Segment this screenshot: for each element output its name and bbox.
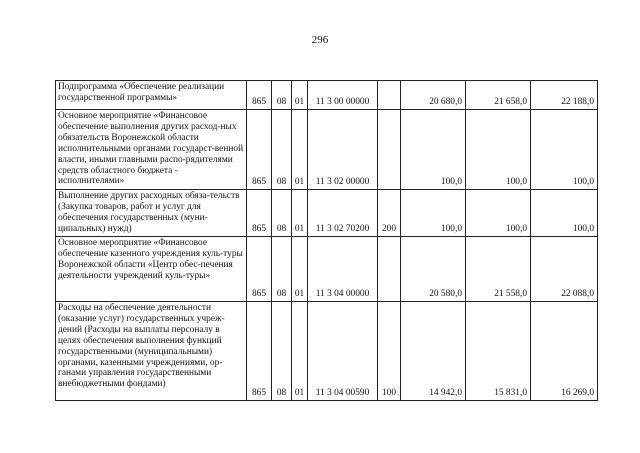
row-description: Выполнение других расходных обяза-тельств (Закупка товаров, работ и услуг для обеспечения государственных (муни-ципальных) нужд) [56, 190, 247, 237]
expense-type-code [378, 81, 401, 110]
page-number: 296 [311, 34, 329, 46]
table-row [56, 81, 598, 110]
row-description: Основное мероприятие «Финансовое обеспечение выполнения других расход-ных обязательств Воронежской области исполнительными органами государст-венной власти, иными главными распо-рядителями средств областного бюджета - исполнителями» [56, 110, 247, 190]
amount-year-3: 100,0 [531, 110, 598, 190]
amount-year-2: 21 658,0 [466, 81, 531, 110]
expense-type-code [378, 237, 401, 302]
amount-year-3: 16 269,0 [531, 302, 598, 401]
amount-year-2: 15 831,0 [466, 302, 531, 401]
budget-table [55, 80, 598, 401]
amount-year-1: 100,0 [401, 110, 466, 190]
amount-year-1: 14 942,0 [401, 302, 466, 401]
target-article-code: 11 3 00 00000 [308, 81, 378, 110]
amount-year-1: 20 580,0 [401, 237, 466, 302]
subsection-code: 01 [292, 110, 308, 190]
subsection-code: 01 [292, 81, 308, 110]
target-article-code: 11 3 04 00000 [308, 237, 378, 302]
subsection-code: 01 [292, 237, 308, 302]
table-row [56, 190, 598, 237]
amount-year-2: 100,0 [466, 110, 531, 190]
subsection-code: 01 [292, 190, 308, 237]
amount-year-3: 22 188,0 [531, 81, 598, 110]
target-article-code: 11 3 04 00590 [308, 302, 378, 401]
row-description: Основное мероприятие «Финансовое обеспечение казенного учреждения куль-туры Воронежской области «Центр обес-печения деятельности учреждений куль-туры» [56, 237, 247, 302]
expense-type-code: 200 [378, 190, 401, 237]
table-row [56, 110, 598, 190]
section-code: 08 [272, 302, 292, 401]
ministry-code: 865 [247, 190, 272, 237]
target-article-code: 11 3 02 70200 [308, 190, 378, 237]
amount-year-1: 100,0 [401, 190, 466, 237]
table-row [56, 302, 598, 401]
ministry-code: 865 [247, 81, 272, 110]
section-code: 08 [272, 237, 292, 302]
subsection-code: 01 [292, 302, 308, 401]
expense-type-code [378, 110, 401, 190]
amount-year-2: 21 558,0 [466, 237, 531, 302]
table-row [56, 237, 598, 302]
ministry-code: 865 [247, 110, 272, 190]
ministry-code: 865 [247, 302, 272, 401]
row-description: Расходы на обеспечение деятельности (оказание услуг) государственных учреж-дений (Расходы на выплаты персоналу в целях обеспечения выполнения функций государственными (муниципальными) органами, казенными учреждениями, ор-ганами управления государственными внебюджетными фондами) [56, 302, 247, 401]
section-code: 08 [272, 110, 292, 190]
amount-year-2: 100,0 [466, 190, 531, 237]
expense-type-code: 100 [378, 302, 401, 401]
ministry-code: 865 [247, 237, 272, 302]
amount-year-1: 20 680,0 [401, 81, 466, 110]
section-code: 08 [272, 190, 292, 237]
amount-year-3: 22 088,0 [531, 237, 598, 302]
section-code: 08 [272, 81, 292, 110]
row-description: Подпрограмма «Обеспечение реализации государственной программы» [56, 81, 247, 110]
target-article-code: 11 3 02 00000 [308, 110, 378, 190]
amount-year-3: 100,0 [531, 190, 598, 237]
